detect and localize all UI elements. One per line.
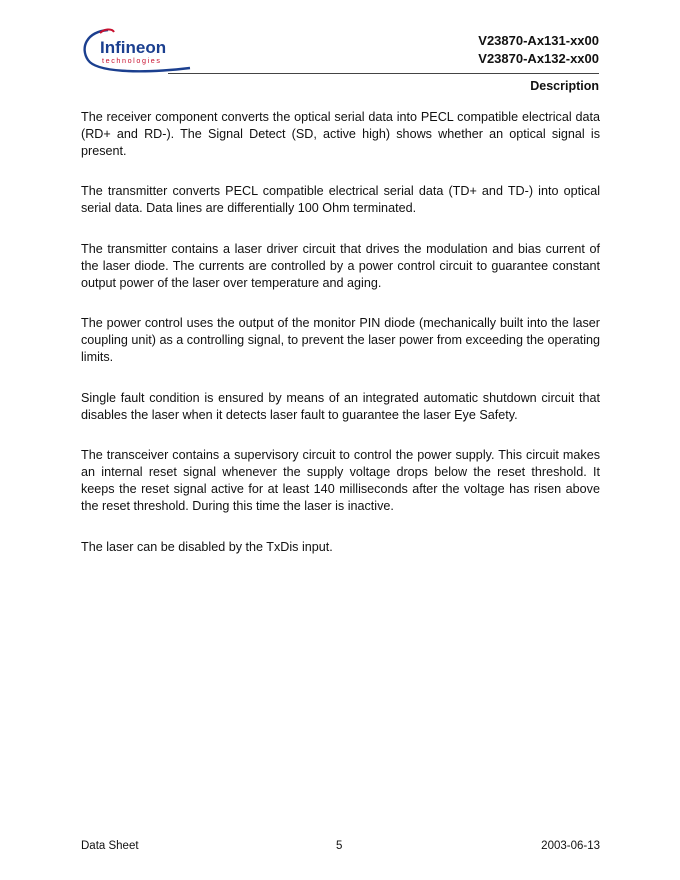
- paragraph-supervisory: The transceiver contains a supervisory circuit to control the power supply. This circuit makes an internal reset signal whenever the supply voltage drops below the reset threshold. It keeps the reset signal active for at least 140 milliseconds after the voltage has risen above the reset threshold. During this time the laser is inactive.: [81, 448, 600, 513]
- footer-date: 2003-06-13: [541, 840, 600, 852]
- header-rule: [168, 73, 599, 74]
- paragraph-transmitter: The transmitter converts PECL compatible electrical serial data (TD+ and TD-) into optical serial data. Data lines are differentially 100 Ohm terminated.: [81, 184, 600, 216]
- paragraph-txdis: The laser can be disabled by the TxDis input.: [81, 539, 333, 554]
- section-title: Description: [530, 79, 599, 93]
- paragraph-fault-condition: Single fault condition is ensured by means of an integrated automatic shutdown circuit that disables the laser when it detects laser fault to guarantee the laser Eye Safety.: [81, 390, 600, 422]
- paragraph-receiver: The receiver component converts the optical serial data into PECL compatible electrical data (RD+ and RD-). The Signal Detect (SD, active high) shows whether an optical signal is present.: [81, 110, 600, 158]
- infineon-logo: [78, 26, 198, 76]
- part-number-1: V23870-Ax131-xx00: [478, 33, 599, 48]
- description-body: [81, 109, 600, 579]
- part-number-2: V23870-Ax132-xx00: [478, 51, 599, 66]
- svg-text:Infineon: Infineon: [100, 38, 167, 57]
- paragraph-laser-driver: The transmitter contains a laser driver circuit that drives the modulation and bias current of the laser diode. The currents are controlled by a power control circuit to guarantee constant output power of the laser over temperature and aging.: [81, 241, 600, 290]
- footer-doc-type: Data Sheet: [81, 840, 139, 852]
- svg-text:technologies: technologies: [102, 56, 162, 65]
- paragraph-power-control: The power control uses the output of the monitor PIN diode (mechanically built into the laser coupling unit) as a controlling signal, to prevent the laser power from exceeding the operating limits.: [81, 316, 600, 364]
- infineon-logo-graphic: [78, 26, 198, 76]
- footer-page-number: 5: [336, 840, 343, 852]
